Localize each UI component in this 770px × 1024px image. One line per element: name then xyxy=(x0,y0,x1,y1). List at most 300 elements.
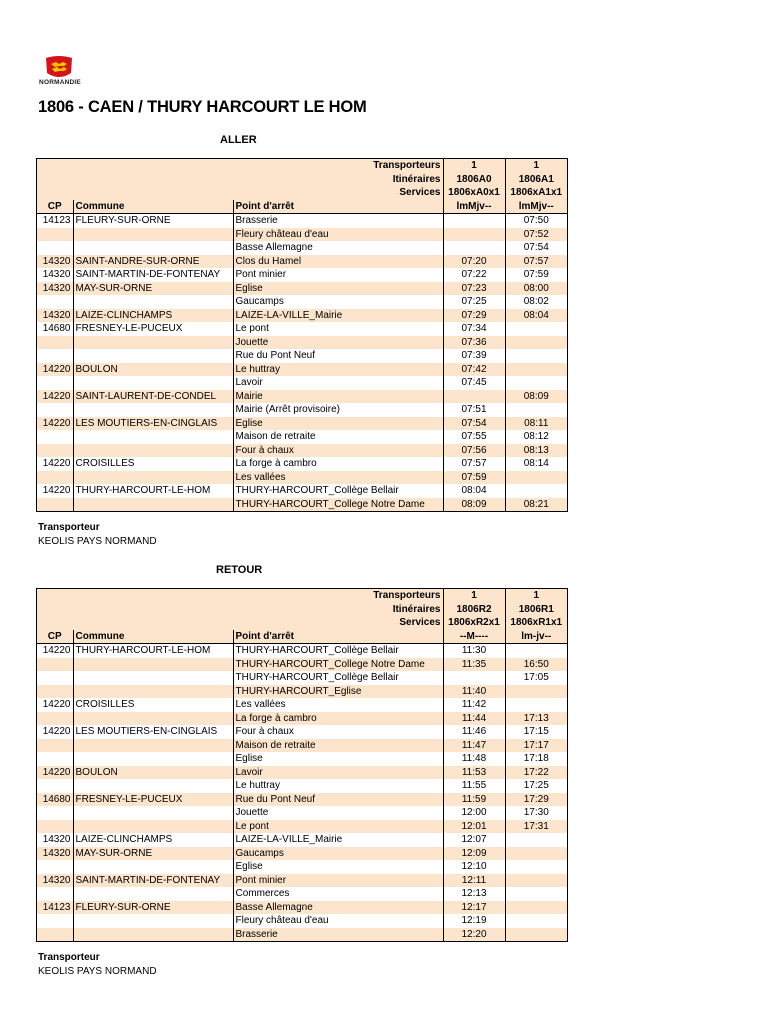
stop-cell: Pont minier xyxy=(233,874,443,888)
stop-cell: Mairie xyxy=(233,390,443,404)
table-row xyxy=(37,282,567,296)
stop-cell: Lavoir xyxy=(233,766,443,780)
time-cell-1: 12:10 xyxy=(443,860,505,874)
commune-cell xyxy=(73,914,233,928)
time-cell-2: 08:09 xyxy=(505,390,567,404)
table-row xyxy=(37,725,567,739)
time-cell-1: 12:09 xyxy=(443,847,505,861)
cp-cell xyxy=(37,671,73,685)
commune-cell xyxy=(73,739,233,753)
itineraires-label: Itinéraires xyxy=(37,173,443,187)
jours-col-2: lm-jv-- xyxy=(505,630,567,644)
time-cell-1: 07:29 xyxy=(443,309,505,323)
time-cell-1: 11:55 xyxy=(443,779,505,793)
time-cell-2: 17:31 xyxy=(505,820,567,834)
services-label: Services xyxy=(37,186,443,200)
stop-cell: Pont minier xyxy=(233,268,443,282)
stop-cell: La forge à cambro xyxy=(233,457,443,471)
stop-cell: Eglise xyxy=(233,752,443,766)
time-cell-2: 17:29 xyxy=(505,793,567,807)
time-cell-1: 11:48 xyxy=(443,752,505,766)
time-cell-2 xyxy=(505,484,567,498)
cp-cell xyxy=(37,887,73,901)
itineraire-col-1: 1806A0 xyxy=(443,173,505,187)
commune-cell xyxy=(73,820,233,834)
table-row xyxy=(37,444,567,458)
commune-header: Commune xyxy=(73,200,233,214)
stop-cell: Maison de retraite xyxy=(233,430,443,444)
cp-cell xyxy=(37,228,73,242)
table-row xyxy=(37,349,567,363)
cp-cell xyxy=(37,658,73,672)
commune-cell: FLEURY-SUR-ORNE xyxy=(73,901,233,915)
commune-cell xyxy=(73,295,233,309)
point-header: Point d'arrêt xyxy=(233,630,443,644)
itineraire-col-2: 1806R1 xyxy=(505,603,567,617)
table-row xyxy=(37,766,567,780)
commune-cell xyxy=(73,498,233,512)
retour-timetable xyxy=(37,589,567,941)
cp-cell: 14220 xyxy=(37,390,73,404)
stop-cell: Basse Allemagne xyxy=(233,241,443,255)
commune-cell: FRESNEY-LE-PUCEUX xyxy=(73,322,233,336)
table-row xyxy=(37,255,567,269)
cp-cell: 14680 xyxy=(37,793,73,807)
commune-cell: SAINT-LAURENT-DE-CONDEL xyxy=(73,390,233,404)
stop-cell: THURY-HARCOURT_Collège Bellair xyxy=(233,484,443,498)
time-cell-1: 12:20 xyxy=(443,928,505,942)
cp-cell xyxy=(37,820,73,834)
stop-cell: Commerces xyxy=(233,887,443,901)
stop-cell: Le pont xyxy=(233,322,443,336)
commune-cell xyxy=(73,658,233,672)
jours-col-1: lmMjv-- xyxy=(443,200,505,214)
cp-cell: 14123 xyxy=(37,901,73,915)
table-row xyxy=(37,806,567,820)
table-row xyxy=(37,403,567,417)
itineraires-label: Itinéraires xyxy=(37,603,443,617)
time-cell-1: 07:51 xyxy=(443,403,505,417)
commune-cell xyxy=(73,860,233,874)
table-row xyxy=(37,363,567,377)
transporteurs-label: Transporteurs xyxy=(37,159,443,173)
cp-cell: 14320 xyxy=(37,255,73,269)
time-cell-2: 17:17 xyxy=(505,739,567,753)
retour-label: RETOUR xyxy=(216,564,263,576)
table-row xyxy=(37,498,567,512)
commune-cell xyxy=(73,430,233,444)
cp-cell: 14220 xyxy=(37,417,73,431)
time-cell-1: 08:09 xyxy=(443,498,505,512)
cp-cell xyxy=(37,739,73,753)
table-row xyxy=(37,752,567,766)
table-row xyxy=(37,779,567,793)
time-cell-1 xyxy=(443,241,505,255)
aller-label: ALLER xyxy=(220,134,257,146)
time-cell-1: 12:17 xyxy=(443,901,505,915)
retour-transporteur-name: KEOLIS PAYS NORMAND xyxy=(38,966,157,977)
cp-cell xyxy=(37,914,73,928)
time-cell-1: 07:57 xyxy=(443,457,505,471)
time-cell-2: 17:15 xyxy=(505,725,567,739)
transporteur-col-2: 1 xyxy=(505,159,567,173)
stop-cell: Gaucamps xyxy=(233,847,443,861)
table-row xyxy=(37,887,567,901)
stop-cell: LAIZE-LA-VILLE_Mairie xyxy=(233,833,443,847)
commune-cell xyxy=(73,671,233,685)
table-row xyxy=(37,268,567,282)
transporteurs-label: Transporteurs xyxy=(37,589,443,603)
stop-cell: Mairie (Arrêt provisoire) xyxy=(233,403,443,417)
stop-cell: Lavoir xyxy=(233,376,443,390)
stop-cell: Le huttray xyxy=(233,779,443,793)
table-row xyxy=(37,671,567,685)
table-row xyxy=(37,739,567,753)
cp-cell xyxy=(37,430,73,444)
commune-cell xyxy=(73,685,233,699)
cp-cell xyxy=(37,349,73,363)
cp-cell xyxy=(37,498,73,512)
commune-cell xyxy=(73,241,233,255)
time-cell-2 xyxy=(505,833,567,847)
time-cell-2 xyxy=(505,928,567,942)
commune-cell xyxy=(73,471,233,485)
time-cell-2 xyxy=(505,471,567,485)
table-row xyxy=(37,712,567,726)
cp-cell: 14220 xyxy=(42,645,71,657)
time-cell-1: 07:36 xyxy=(443,336,505,350)
cp-cell xyxy=(37,444,73,458)
commune-cell: SAINT-MARTIN-DE-FONTENAY xyxy=(73,268,233,282)
cp-cell xyxy=(37,752,73,766)
table-row xyxy=(37,228,567,242)
commune-cell: LES MOUTIERS-EN-CINGLAIS xyxy=(73,417,233,431)
commune-cell xyxy=(73,403,233,417)
cp-cell: 14123 xyxy=(42,215,71,227)
commune-cell: LES MOUTIERS-EN-CINGLAIS xyxy=(73,725,233,739)
time-cell-2: 17:18 xyxy=(505,752,567,766)
stop-cell: Les vallées xyxy=(233,698,443,712)
stop-cell: Basse Allemagne xyxy=(233,901,443,915)
time-cell-2 xyxy=(505,403,567,417)
transporteur-col-1: 1 xyxy=(443,159,505,173)
time-cell-1 xyxy=(443,228,505,242)
stop-cell: Eglise xyxy=(233,282,443,296)
commune-cell: BOULON xyxy=(73,363,233,377)
jours-col-2: lmMjv-- xyxy=(505,200,567,214)
service-col-1: 1806xR2x1 xyxy=(443,616,505,630)
time-cell-2: 08:04 xyxy=(505,309,567,323)
stop-cell: Four à chaux xyxy=(233,725,443,739)
commune-cell xyxy=(73,376,233,390)
aller-transporteur-label: Transporteur xyxy=(38,522,100,533)
time-cell-1: 07:39 xyxy=(443,349,505,363)
time-cell-1 xyxy=(443,214,505,228)
commune-cell: LAIZE-CLINCHAMPS xyxy=(73,309,233,323)
time-cell-2: 17:22 xyxy=(505,766,567,780)
time-cell-1: 11:46 xyxy=(443,725,505,739)
stop-cell: THURY-HARCOURT_College Notre Dame xyxy=(233,498,443,512)
stop-cell: Fleury château d'eau xyxy=(233,914,443,928)
stop-cell: Les vallées xyxy=(233,471,443,485)
time-cell-1: 11:44 xyxy=(443,712,505,726)
time-cell-1: 11:35 xyxy=(443,658,505,672)
time-cell-1: 07:25 xyxy=(443,295,505,309)
time-cell-1: 08:04 xyxy=(443,484,505,498)
cp-cell: 14320 xyxy=(42,834,71,846)
commune-cell: CROISILLES xyxy=(73,698,233,712)
table-row xyxy=(37,390,567,404)
stop-cell: Le pont xyxy=(233,820,443,834)
cp-cell: 14220 xyxy=(42,726,71,738)
cp-cell xyxy=(37,806,73,820)
table-row xyxy=(37,430,567,444)
commune-cell: FLEURY-SUR-ORNE xyxy=(73,214,233,228)
time-cell-2 xyxy=(505,860,567,874)
stop-cell: Brasserie xyxy=(233,214,443,228)
table-row xyxy=(37,698,567,712)
commune-cell xyxy=(73,752,233,766)
commune-cell xyxy=(73,928,233,942)
normandie-flag-icon xyxy=(44,55,74,79)
cp-cell xyxy=(37,376,73,390)
table-row xyxy=(37,322,567,336)
commune-cell: SAINT-MARTIN-DE-FONTENAY xyxy=(73,874,233,888)
commune-cell: MAY-SUR-ORNE xyxy=(73,847,233,861)
cp-cell xyxy=(37,712,73,726)
time-cell-1: 11:59 xyxy=(443,793,505,807)
time-cell-1: 07:20 xyxy=(443,255,505,269)
time-cell-1: 12:19 xyxy=(443,914,505,928)
time-cell-2: 17:13 xyxy=(505,712,567,726)
table-row xyxy=(37,901,567,915)
jours-col-1: --M---- xyxy=(443,630,505,644)
commune-cell xyxy=(73,228,233,242)
stop-cell: Rue du Pont Neuf xyxy=(233,793,443,807)
time-cell-2: 16:50 xyxy=(505,658,567,672)
time-cell-2 xyxy=(505,698,567,712)
cp-cell: 14220 xyxy=(37,363,73,377)
commune-cell: FRESNEY-LE-PUCEUX xyxy=(73,793,233,807)
time-cell-2: 07:52 xyxy=(505,228,567,242)
commune-cell: SAINT-ANDRE-SUR-ORNE xyxy=(73,255,233,269)
services-label: Services xyxy=(37,616,443,630)
cp-cell xyxy=(37,928,73,942)
table-row xyxy=(37,820,567,834)
stop-cell: THURY-HARCOURT_College Notre Dame xyxy=(233,658,443,672)
table-row xyxy=(37,928,567,942)
cp-cell xyxy=(37,860,73,874)
commune-cell: LAIZE-CLINCHAMPS xyxy=(73,833,233,847)
table-row xyxy=(37,336,567,350)
cp-cell: 14680 xyxy=(42,323,71,335)
time-cell-1: 07:42 xyxy=(443,363,505,377)
table-row xyxy=(37,833,567,847)
stop-cell: Le huttray xyxy=(233,363,443,377)
time-cell-2: 17:25 xyxy=(505,779,567,793)
time-cell-1: 11:30 xyxy=(443,644,505,658)
cp-cell xyxy=(37,685,73,699)
cp-cell: 14320 xyxy=(37,282,73,296)
time-cell-1: 07:54 xyxy=(443,417,505,431)
table-row xyxy=(37,309,567,323)
table-row xyxy=(37,685,567,699)
time-cell-2 xyxy=(505,363,567,377)
stop-cell: Fleury château d'eau xyxy=(233,228,443,242)
cp-cell: 14220 xyxy=(42,485,71,497)
time-cell-1 xyxy=(443,671,505,685)
time-cell-1: 11:53 xyxy=(443,766,505,780)
time-cell-1: 12:00 xyxy=(443,806,505,820)
time-cell-1: 07:59 xyxy=(443,471,505,485)
stop-cell: Maison de retraite xyxy=(233,739,443,753)
cp-cell xyxy=(37,336,73,350)
time-cell-2: 07:54 xyxy=(505,241,567,255)
time-cell-1: 11:42 xyxy=(443,698,505,712)
stop-cell: THURY-HARCOURT_Collège Bellair xyxy=(233,671,443,685)
time-cell-2 xyxy=(505,336,567,350)
commune-cell xyxy=(73,336,233,350)
time-cell-2: 08:14 xyxy=(505,457,567,471)
time-cell-2 xyxy=(505,887,567,901)
aller-timetable xyxy=(37,159,567,511)
time-cell-1: 07:22 xyxy=(443,268,505,282)
commune-cell xyxy=(73,779,233,793)
service-col-2: 1806xA1x1 xyxy=(505,186,567,200)
stop-cell: Gaucamps xyxy=(233,295,443,309)
service-col-2: 1806xR1x1 xyxy=(505,616,567,630)
time-cell-1: 07:23 xyxy=(443,282,505,296)
stop-cell: Brasserie xyxy=(233,928,443,942)
time-cell-2 xyxy=(505,644,567,658)
time-cell-2: 17:30 xyxy=(505,806,567,820)
stop-cell: La forge à cambro xyxy=(233,712,443,726)
commune-cell: CROISILLES xyxy=(73,457,233,471)
commune-cell xyxy=(73,887,233,901)
transporteur-col-1: 1 xyxy=(443,589,505,603)
time-cell-2: 07:50 xyxy=(505,214,567,228)
cp-cell: 14320 xyxy=(42,269,71,281)
table-row xyxy=(37,847,567,861)
cp-cell: 14320 xyxy=(37,874,73,888)
table-row xyxy=(37,874,567,888)
time-cell-1: 12:07 xyxy=(443,833,505,847)
cp-cell xyxy=(37,241,73,255)
stop-cell: Eglise xyxy=(233,860,443,874)
table-row xyxy=(37,376,567,390)
commune-cell xyxy=(73,349,233,363)
time-cell-2: 07:59 xyxy=(505,268,567,282)
commune-cell xyxy=(73,806,233,820)
cp-cell: 14220 xyxy=(42,458,71,470)
time-cell-2 xyxy=(505,874,567,888)
commune-cell: MAY-SUR-ORNE xyxy=(73,282,233,296)
point-header: Point d'arrêt xyxy=(233,200,443,214)
time-cell-2: 08:13 xyxy=(505,444,567,458)
cp-cell xyxy=(37,403,73,417)
time-cell-1: 07:45 xyxy=(443,376,505,390)
time-cell-2: 08:00 xyxy=(505,282,567,296)
page-title: 1806 - CAEN / THURY HARCOURT LE HOM xyxy=(38,98,367,116)
cp-cell: 14320 xyxy=(37,847,73,861)
time-cell-2 xyxy=(505,376,567,390)
table-row xyxy=(37,214,567,228)
table-row xyxy=(37,295,567,309)
stop-cell: Jouette xyxy=(233,806,443,820)
cp-cell: 14220 xyxy=(42,699,71,711)
time-cell-2: 08:21 xyxy=(505,498,567,512)
time-cell-1: 12:11 xyxy=(443,874,505,888)
time-cell-2: 08:12 xyxy=(505,430,567,444)
stop-cell: Four à chaux xyxy=(233,444,443,458)
transporteur-col-2: 1 xyxy=(505,589,567,603)
time-cell-1: 07:55 xyxy=(443,430,505,444)
table-row xyxy=(37,484,567,498)
cp-cell xyxy=(37,779,73,793)
time-cell-1: 12:01 xyxy=(443,820,505,834)
table-row xyxy=(37,417,567,431)
time-cell-1: 12:13 xyxy=(443,887,505,901)
time-cell-1: 07:34 xyxy=(443,322,505,336)
time-cell-1: 11:47 xyxy=(443,739,505,753)
table-row xyxy=(37,914,567,928)
commune-cell: THURY-HARCOURT-LE-HOM xyxy=(73,644,233,658)
commune-cell xyxy=(73,444,233,458)
time-cell-2 xyxy=(505,349,567,363)
normandie-logo xyxy=(38,52,81,90)
stop-cell: Jouette xyxy=(233,336,443,350)
cp-cell: 14220 xyxy=(37,766,73,780)
time-cell-2: 17:05 xyxy=(505,671,567,685)
table-row xyxy=(37,658,567,672)
logo-text: NORMANDIE xyxy=(39,79,81,86)
time-cell-1: 11:40 xyxy=(443,685,505,699)
time-cell-2 xyxy=(505,322,567,336)
commune-cell: THURY-HARCOURT-LE-HOM xyxy=(73,484,233,498)
time-cell-1 xyxy=(443,390,505,404)
stop-cell: THURY-HARCOURT_Eglise xyxy=(233,685,443,699)
commune-cell xyxy=(73,712,233,726)
time-cell-2: 08:02 xyxy=(505,295,567,309)
table-row xyxy=(37,860,567,874)
cp-cell xyxy=(37,471,73,485)
stop-cell: Eglise xyxy=(233,417,443,431)
time-cell-2: 08:11 xyxy=(505,417,567,431)
time-cell-2 xyxy=(505,914,567,928)
table-row xyxy=(37,644,567,658)
itineraire-col-2: 1806A1 xyxy=(505,173,567,187)
table-row xyxy=(37,241,567,255)
commune-cell: BOULON xyxy=(73,766,233,780)
time-cell-2: 07:57 xyxy=(505,255,567,269)
retour-transporteur-label: Transporteur xyxy=(38,952,100,963)
time-cell-1: 07:56 xyxy=(443,444,505,458)
cp-cell: 14320 xyxy=(37,309,73,323)
aller-transporteur-name: KEOLIS PAYS NORMAND xyxy=(38,536,157,547)
retour-rows xyxy=(37,644,567,942)
stop-cell: LAIZE-LA-VILLE_Mairie xyxy=(233,309,443,323)
table-row xyxy=(37,471,567,485)
time-cell-2 xyxy=(505,901,567,915)
table-row xyxy=(37,457,567,471)
time-cell-2 xyxy=(505,685,567,699)
stop-cell: THURY-HARCOURT_Collège Bellair xyxy=(233,644,443,658)
aller-rows xyxy=(37,214,567,512)
stop-cell: Clos du Hamel xyxy=(233,255,443,269)
cp-header: CP xyxy=(37,630,73,644)
cp-cell xyxy=(37,295,73,309)
service-col-1: 1806xA0x1 xyxy=(443,186,505,200)
